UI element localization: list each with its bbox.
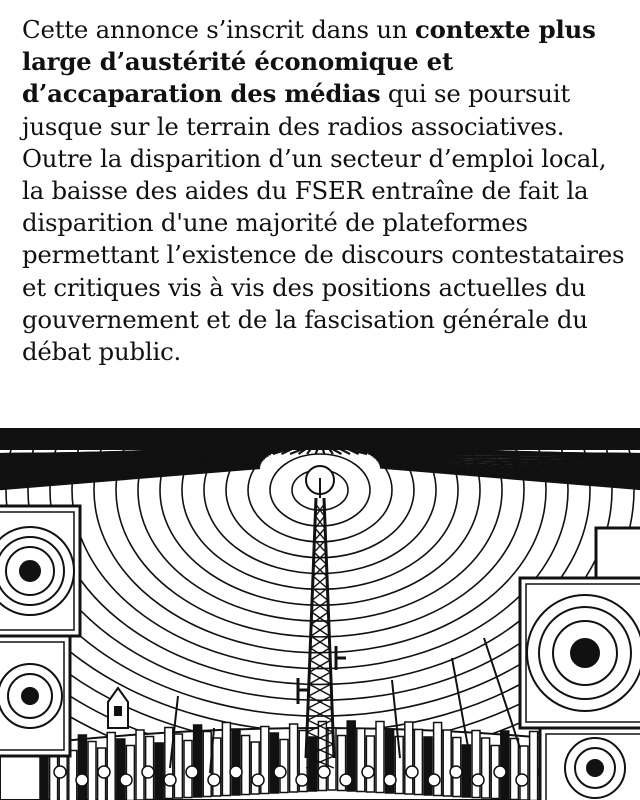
paragraph-intro: Cette annonce s’inscrit dans un [22, 15, 415, 44]
paragraph-emphasis: contexte plus large d’austérité économique et d’accaparation des médias [22, 15, 596, 109]
paragraph-body: qui se poursuit jusque sur le terrain des radios associatives. Outre la disparition d’un secteur d’emploi local, la baisse des aides du FSER entraîne de fait la disparition d'une majorité de plateformes permettant l’existence de discours contestataires et critiques vis à vis des positions actuelles du gouvernement et de la fascisation générale du débat public. [22, 79, 625, 367]
radio-tower-illustration [0, 428, 640, 800]
article-paragraph [22, 14, 632, 368]
illustration-canvas [0, 428, 640, 800]
left-speaker-stack [0, 506, 80, 756]
